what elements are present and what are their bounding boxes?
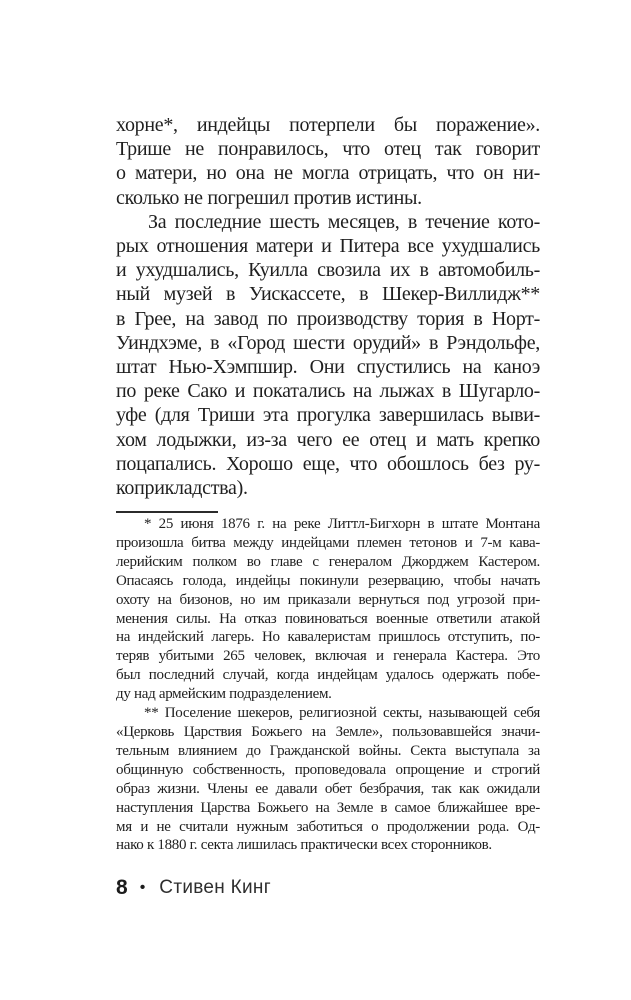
text-line: Опасаясь голода, индейцы покинули резервацию, чтобы начать <box>116 572 540 589</box>
text-line: теряв убитыми 265 человек, включая и генерала Кастера. Это <box>116 648 540 665</box>
body-text <box>116 113 540 500</box>
text-line: хорне*, индейцы потерпели бы поражение». <box>116 114 540 136</box>
text-line: и ухудшались, Куилла свозила их в автомобиль- <box>116 259 540 282</box>
text-line: ный музей в Уискассете, в Шекер-Виллидж** <box>116 283 540 306</box>
text-line: * 25 июня 1876 г. на реке Литтл-Бигхорн в штате Монтана <box>144 516 540 532</box>
text-line: лерийским полком во главе с генералом Джорджем Кастером. <box>116 553 540 570</box>
text-line: менения силы. На отказ повиноваться военные ответили атакой <box>116 610 540 627</box>
page-number: 8 <box>116 876 128 899</box>
text-line: штат Нью-Хэмпшир. Они спустились на каноэ <box>116 356 540 379</box>
text-line: хом лодыжки, из-за чего ее отец и мать крепко <box>116 428 540 451</box>
text-line: на индейский лагерь. Но кавалеристам пришлось отступить, по- <box>116 629 540 646</box>
running-title-author: Стивен Кинг <box>159 877 271 898</box>
text-line: нако к 1880 г. секта лишилась практически всех сторонников. <box>116 837 492 854</box>
text-line: общинную собственность, проповедовала опрощение и строгий <box>116 761 540 778</box>
text-line: образ жизни. Члены ее давали обет безбрачия, так как ожидали <box>116 780 540 797</box>
text-line: наступления Царства Божьего на Земле в самое ближайшее вре- <box>116 799 540 816</box>
text-line: поцапались. Хорошо еще, что обошлось без ру- <box>116 452 540 475</box>
text-line: произошла битва между индейцами племен тетонов и 7-м кава- <box>116 534 540 551</box>
text-line: в Грее, на завод по производству тория в Норт- <box>116 307 540 330</box>
text-line: Трише не понравилось, что отец так говорит <box>116 138 540 161</box>
text-line: «Церковь Царствия Божьего на Земле», пользовавшейся значи- <box>116 723 540 740</box>
footnote-separator-rule <box>116 511 218 513</box>
footnotes <box>116 515 540 855</box>
text-line: ду над армейским подразделением. <box>116 686 332 703</box>
text-line: мя и не считали нужным заботиться о продолжении рода. Од- <box>116 818 540 835</box>
text-line: уфе (для Триши эта прогулка завершилась выви- <box>116 404 540 427</box>
text-line: сколько не погрешил против истины. <box>116 186 422 209</box>
text-line: о матери, но она не могла отрицать, что он ни- <box>116 162 540 185</box>
page-footer <box>116 876 271 900</box>
text-line: был последний случай, когда индейцам удалось одержать побе- <box>116 667 540 684</box>
text-line: рых отношения матери и Питера все ухудшались <box>116 235 540 258</box>
text-line: За последние шесть месяцев, в течение кото- <box>148 210 540 233</box>
text-line: охоту на бизонов, но им приказали вернуться под угрозой при- <box>116 591 540 608</box>
text-line: ** Поселение шекеров, религиозной секты, называющей себя <box>144 705 540 722</box>
bullet-separator-icon: • <box>139 879 146 896</box>
text-line: по реке Сако и покатались на лыжах в Шугарло- <box>116 380 540 403</box>
text-line: Уиндхэме, в «Город шести орудий» в Рэндольфе, <box>116 331 540 354</box>
text-line: коприкладства). <box>116 477 248 500</box>
text-line: тельным влиянием до Гражданской войны. Секта выступала за <box>116 742 540 759</box>
